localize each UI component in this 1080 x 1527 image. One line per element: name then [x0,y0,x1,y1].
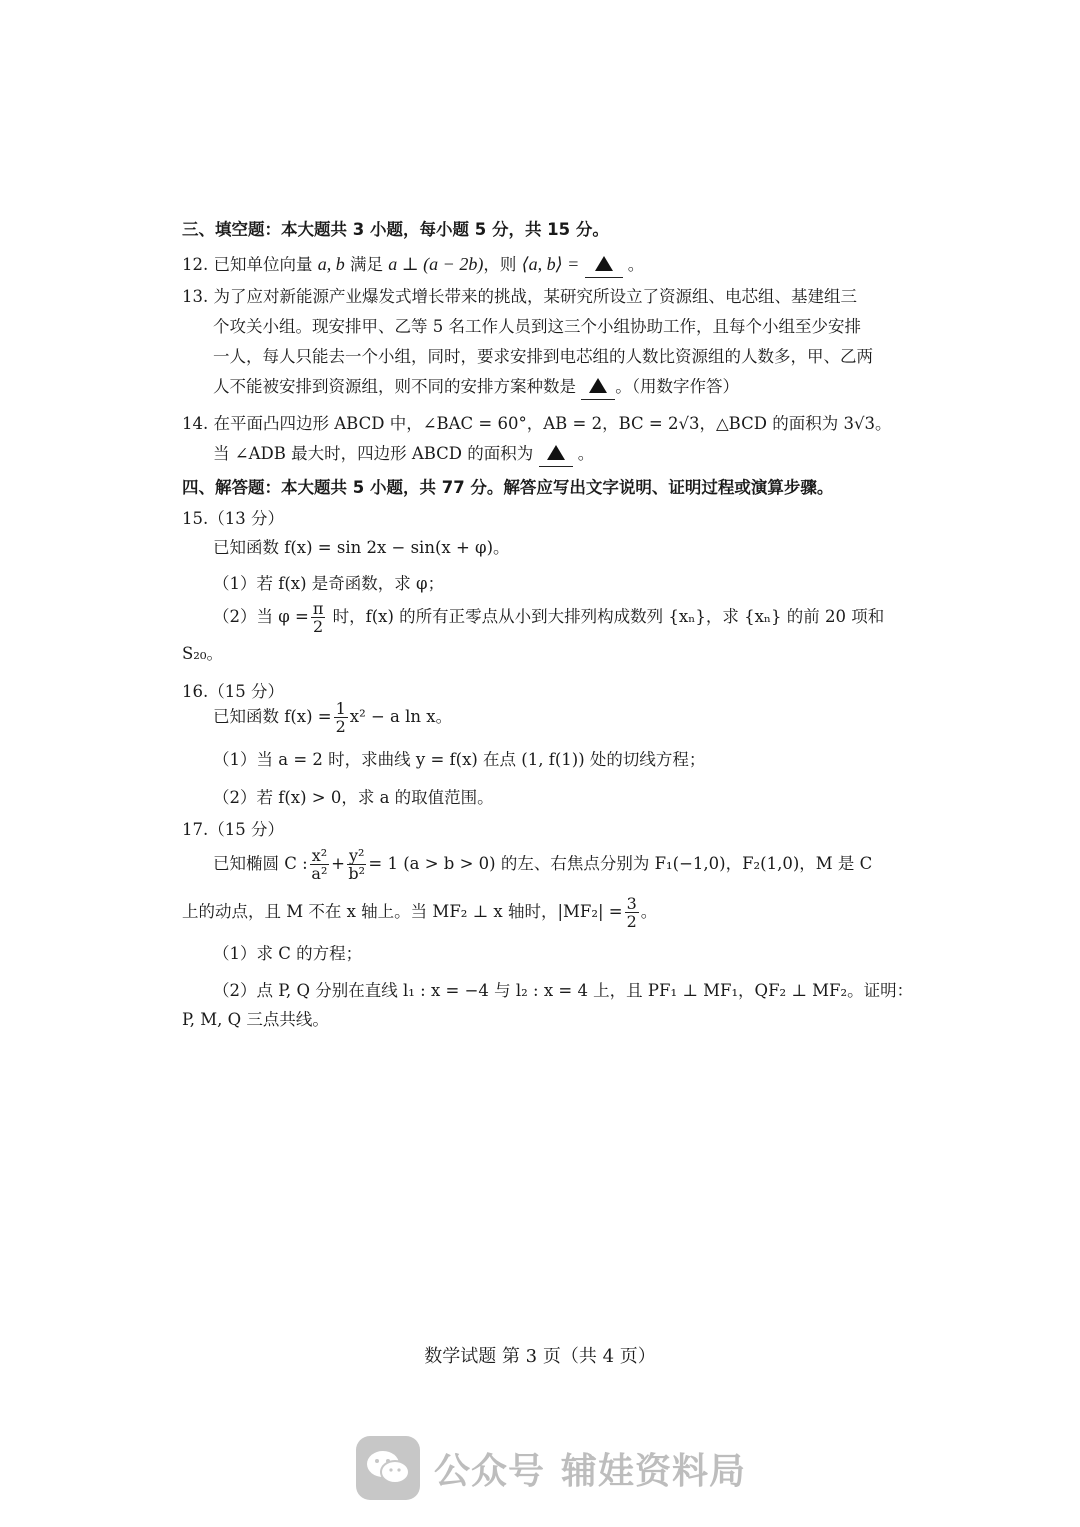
watermark-name: 辅娃资料局 [561,1450,747,1492]
fraction [625,895,639,930]
q12-text: ，则 [483,255,522,274]
q16-stem [213,700,452,735]
q12-math: a, b [317,254,345,274]
q15-text: （2）当 φ = [213,607,309,626]
fraction [334,700,348,735]
q15-part2 [213,600,884,635]
q17-part2-cont: P, M, Q 三点共线。 [182,1010,329,1029]
q14-text: 。 [572,444,595,463]
denominator: 2 [626,912,637,931]
q12-text: 。 [622,255,645,274]
watermark-prefix: 公众号 [434,1450,546,1492]
triangle-icon [589,378,607,393]
numerator: 3 [626,894,637,913]
q17-part1: （1）求 C 的方程； [213,944,363,963]
q17-header: 17.（15 分） [182,820,284,839]
q16-text: x² − a ln x。 [349,707,453,726]
q14-line: 在平面凸四边形 ABCD 中，∠BAC = 60°，AB = 2，BC = 2√3，△BCD 的面积为 3√3。 [213,414,892,433]
q13-text: 人不能被安排到资源组，则不同的安排方案种数是 [213,377,576,396]
q14-number: 14. [182,414,209,433]
denominator: 2 [313,617,324,636]
q13-line: 一人，每人只能去一个小组，同时，要求安排到电芯组的人数比资源组的人数多，甲、乙两 [213,347,873,366]
q16-part2: （2）若 f(x) > 0，求 a 的取值范围。 [213,788,494,807]
q13-line: 为了应对新能源产业爆发式增长带来的挑战，某研究所设立了资源组、电芯组、基建组三 [213,287,857,306]
q17-stem [213,846,872,882]
q15-header: 15.（13 分） [182,509,284,528]
plus-sign: + [331,854,345,873]
q15-part2-cont: S₂₀。 [182,644,224,663]
fraction [311,600,326,635]
answer-blank [539,442,573,467]
denominator: a² [311,864,328,883]
fraction [310,847,329,882]
q12-number: 12. [182,255,209,274]
q14-text: 当 ∠ADB 最大时，四边形 ABCD 的面积为 [213,444,534,463]
q13-line: 个攻关小组。现安排甲、乙等 5 名工作人员到这三个小组协助工作，且每个小组至少安排 [213,317,861,336]
section4-heading: 四、解答题：本大题共 5 小题，共 77 分。解答应写出文字说明、证明过程或演算步骤。 [182,478,834,497]
q17-part2: （2）点 P, Q 分别在直线 l₁ : x = −4 与 l₂ : x = 4 上，且 PF₁ ⊥ MF₁，QF₂ ⊥ MF₂。证明： [213,981,914,1000]
q16-part1: （1）当 a = 2 时，求曲线 y = f(x) 在点 (1, f(1)) 处的切线方程； [213,750,706,769]
denominator: 2 [335,717,346,736]
numerator: y² [348,846,365,865]
q14-line-2 [213,442,594,467]
numerator: π [312,599,324,618]
q17-text: 上的动点，且 M 不在 x 轴上。当 MF₂ ⊥ x 轴时，|MF₂| = [182,902,623,921]
triangle-icon [595,256,613,271]
fraction [347,847,366,882]
q17-text: 。 [640,902,658,921]
q15-text: 时，f(x) 的所有正零点从小到大排列构成数列 {xₙ}，求 {xₙ} 的前 20 项和 [327,607,885,626]
q17-text: 已知椭圆 C : [213,854,308,873]
watermark-text [434,1443,762,1494]
q17-line2 [182,894,657,930]
q15-part1: （1）若 f(x) 是奇函数，求 φ； [213,574,445,593]
q13-text: 。（用数字作答） [615,377,739,396]
question-14 [182,412,891,436]
q16-header: 16.（15 分） [182,682,284,701]
answer-blank [585,253,623,278]
wechat-icon [356,1436,420,1500]
page-footer: 数学试题 第 3 页（共 4 页） [424,1346,656,1367]
q12-text: 满足 [344,255,389,274]
q12-math: a ⊥ (a − 2b) [388,254,484,274]
denominator: b² [348,864,365,883]
q12-text: 已知单位向量 [213,255,318,274]
section3-heading: 三、填空题：本大题共 3 小题，每小题 5 分，共 15 分。 [182,220,609,239]
q15-stem: 已知函数 f(x) = sin 2x − sin(x + φ)。 [213,538,510,557]
triangle-icon [547,445,565,460]
q17-text: = 1 (a > b > 0) 的左、右焦点分别为 F₁(−1,0)，F₂(1,0)，M 是 C [368,854,873,873]
q16-text: 已知函数 f(x) = [213,707,332,726]
question-13 [182,285,857,309]
numerator: x² [311,846,328,865]
answer-blank [581,375,615,400]
q12-math: ⟨a, b⟩ = [521,254,580,274]
watermark [356,1436,762,1500]
question-12 [182,252,644,278]
q13-line-4 [213,375,739,400]
q13-number: 13. [182,287,209,306]
numerator: 1 [335,699,346,718]
